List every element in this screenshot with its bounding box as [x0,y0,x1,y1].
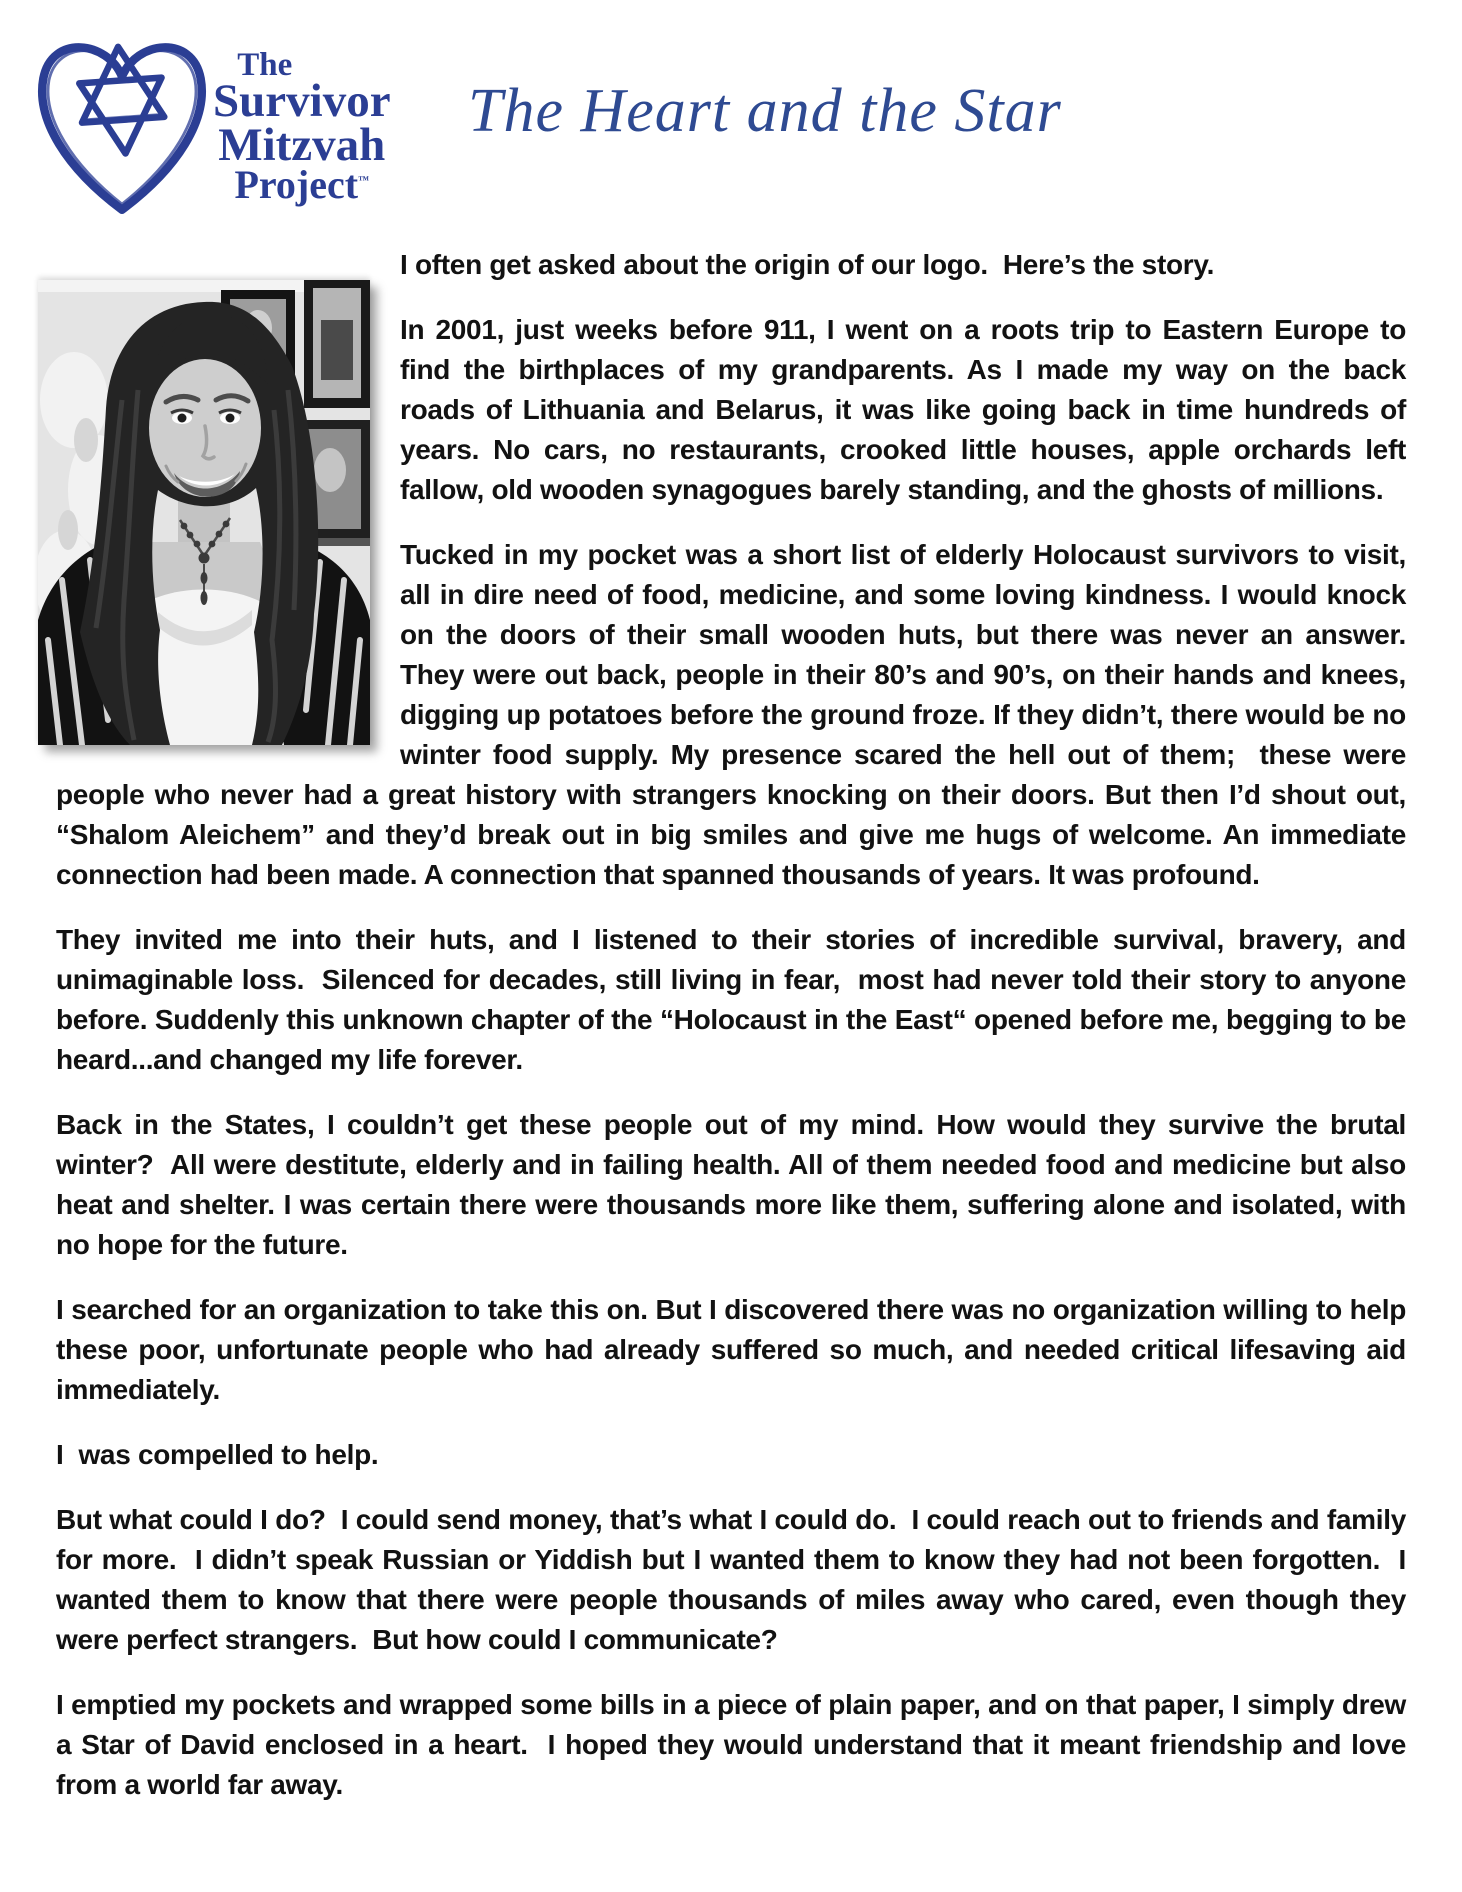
paragraph-2: In 2001, just weeks before 911, I went on a roots trip to Eastern Europe to find the birthplaces of my grandparents. As I made my way on the back roads of Lithuania and Belarus, it was like going back in time hundreds of years. No cars, no restaurants, crooked little houses, apple orchards left fallow, old wooden synagogues barely standing, and the ghosts of millions. [400,314,1414,505]
header [0,0,1462,215]
paragraph-9: I emptied my pockets and wrapped some bills in a piece of plain paper, and on that paper, I simply drew a Star of David enclosed in a heart. I hoped they would understand that it meant friendship and love from a world far away. [56,1689,1414,1800]
logo-line-the: The [237,47,293,83]
logo-line-project: Project™ [234,161,370,207]
logo-line-survivor: Survivor [213,75,391,128]
logo-line-mitzvah: Mitzvah [218,118,386,171]
paragraph-8: But what could I do? I could send money, that’s what I could do. I could reach out to friends and family for more. I didn’t speak Russian or Yiddish but I wanted them to know they had not been forgotten. I wanted them to know that there were people thousands of miles away who cared, even though they were perfect strangers. But how could I communicate? [56,1504,1414,1655]
paragraph-5: Back in the States, I couldn’t get these people out of my mind. How would they survive the brutal winter? All were destitute, elderly and in failing health. All of them needed food and medicine but also heat and shelter. I was certain there were thousands more like them, suffering alone and isolated, with no hope for the future. [56,1109,1414,1260]
page-title: The Heart and the Star [468,77,1062,145]
heart-star-logo-icon [33,28,211,218]
portrait-photo-illustration [38,280,370,745]
paragraph-6: I searched for an organization to take this on. But I discovered there was no organization willing to help these poor, unfortunate people who had already suffered so much, and needed critical lifesaving aid immediately. [56,1294,1414,1405]
paragraph-7: I was compelled to help. [56,1439,379,1470]
logo-text [213,47,391,207]
portrait-photo [38,280,370,745]
trademark-symbol: ™ [358,174,370,187]
article-body [0,215,1462,1805]
paragraph-4: They invited me into their huts, and I listened to their stories of incredible survival, bravery, and unimaginable loss. Silenced for decades, still living in fear, most had never told their story to anyone before. Suddenly this unknown chapter of the “Holocaust in the East“ opened before me, begging to be heard...and changed my life forever. [56,924,1414,1075]
paragraph-3: Tucked in my pocket was a short list of elderly Holocaust survivors to visit, all in dire need of food, medicine, and some loving kindness. I would knock on the doors of their small wooden huts, but there was never an answer. They were out back, people in their 80’s and 90’s, on their hands and knees, digging up potatoes before the ground froze. If they didn’t, there would be no winter food supply. My presence scared the hell out of them; these were people who never had a great history with strangers knocking on their doors. But then I’d shout out, “Shalom Aleichem” and they’d break out in big smiles and give me hugs of welcome. An immediate connection had been made. A connection that spanned thousands of years. It was profound. [56,539,1414,890]
survivor-mitzvah-logo [33,28,391,218]
paragraph-1: I often get asked about the origin of our logo. Here’s the story. [400,249,1215,280]
